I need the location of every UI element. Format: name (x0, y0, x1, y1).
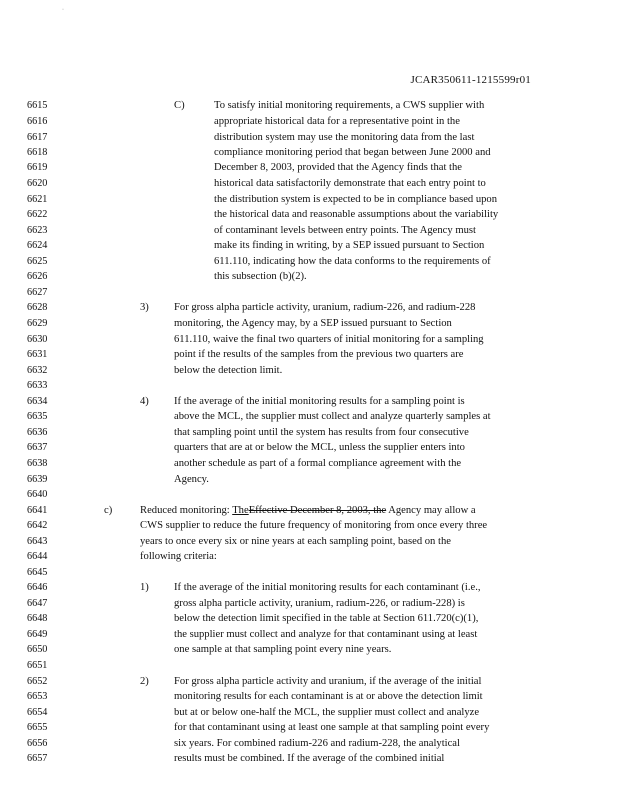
text-line: the distribution system is expected to be in compliance based upon (214, 194, 498, 205)
item-label: 1) (140, 582, 149, 593)
line-number: 6615 (27, 100, 48, 111)
line-number: 6653 (27, 691, 48, 702)
text-line: If the average of the initial monitoring results for each contaminant (i.e., (174, 582, 481, 593)
text-line: historical data satisfactorily demonstrate that each entry point to (214, 178, 486, 189)
item-label: 2) (140, 676, 149, 687)
text-line: 611.110, indicating how the data conforms to the requirements of (214, 256, 491, 267)
line-number: 6627 (27, 287, 48, 298)
text-line: years to once every six or nine years at each sampling point, based on the (140, 536, 451, 547)
line-number: 6622 (27, 209, 48, 220)
line-number: 6620 (27, 178, 48, 189)
line-number: 6656 (27, 738, 48, 749)
line-number: 6639 (27, 474, 48, 485)
item-label: c) (104, 505, 113, 516)
text-line: distribution system may use the monitoring data from the last (214, 132, 475, 143)
line-number: 6618 (27, 147, 48, 158)
text-line (140, 506, 476, 517)
text-line: but at or below one-half the MCL, the supplier must collect and analyze (174, 707, 480, 718)
text-line: For gross alpha particle activity and uranium, if the average of the initial (174, 676, 482, 687)
line-number: 6644 (27, 551, 48, 562)
text-line: For gross alpha particle activity, uranium, radium-226, and radium-228 (174, 302, 476, 313)
item-label: 4) (140, 396, 149, 407)
scan-mark: · (62, 7, 64, 13)
line-number: 6621 (27, 194, 48, 205)
text-line: for that contaminant using at least one sample at that sampling point every (174, 722, 490, 733)
text-line: quarters that are at or below the MCL, unless the supplier enters into (174, 442, 465, 453)
line-number: 6648 (27, 613, 48, 624)
text-line: monitoring, the Agency may, by a SEP issued pursuant to Section (174, 318, 452, 329)
line-number: 6643 (27, 536, 48, 547)
text-line: CWS supplier to reduce the future frequency of monitoring from once every three (140, 520, 488, 531)
line-number: 6646 (27, 582, 48, 593)
text-line: following criteria: (140, 551, 217, 562)
text-line: monitoring results for each contaminant is at or above the detection limit (174, 691, 483, 702)
line-number: 6619 (27, 162, 48, 173)
line-number: 6650 (27, 644, 48, 655)
text-line: below the detection limit specified in the table at Section 611.720(c)(1), (174, 613, 479, 624)
line-number: 6645 (27, 567, 48, 578)
text-line: the historical data and reasonable assumptions about the variability (214, 209, 499, 220)
line-number: 6637 (27, 442, 48, 453)
text-line: the supplier must collect and analyze for that contaminant using at least (174, 629, 478, 640)
text-line: point if the results of the samples from the previous two quarters are (174, 349, 464, 360)
line-number: 6649 (27, 629, 48, 640)
document-header: JCAR350611-1215599r01 (410, 74, 531, 86)
text-line: 611.110, waive the final two quarters of initial monitoring for a sampling (174, 334, 484, 345)
line-number: 6630 (27, 334, 48, 345)
line-number: 6623 (27, 225, 48, 236)
text-line: of contaminant levels between entry points. The Agency must (214, 225, 476, 236)
line-number: 6636 (27, 427, 48, 438)
text-line: six years. For combined radium-226 and radium-228, the analytical (174, 738, 460, 749)
line-number: 6652 (27, 676, 48, 687)
text-line: Agency. (174, 474, 209, 485)
line-number: 6657 (27, 753, 48, 764)
line-number: 6647 (27, 598, 48, 609)
text-line: make its finding in writing, by a SEP issued pursuant to Section (214, 240, 485, 251)
line-number: 6640 (27, 489, 48, 500)
line-number: 6616 (27, 116, 48, 127)
text-line: results must be combined. If the average of the combined initial (174, 753, 445, 764)
text-line: compliance monitoring period that began between June 2000 and (214, 147, 491, 158)
text-line: this subsection (b)(2). (214, 271, 307, 282)
line-number: 6625 (27, 256, 48, 267)
line-number: 6628 (27, 302, 48, 313)
line-number: 6633 (27, 380, 48, 391)
text-line: that sampling point until the system has results from four consecutive (174, 427, 469, 438)
item-label: C) (174, 100, 185, 111)
item-label: 3) (140, 302, 149, 313)
line-number: 6641 (27, 505, 48, 516)
line-number: 6635 (27, 411, 48, 422)
line-number: 6642 (27, 520, 48, 531)
line-number: 6655 (27, 722, 48, 733)
line-number: 6631 (27, 349, 48, 360)
text-line: one sample at that sampling point every nine years. (174, 644, 392, 655)
text-line: To satisfy initial monitoring requirements, a CWS supplier with (214, 100, 485, 111)
text-line: another schedule as part of a formal compliance agreement with the (174, 458, 462, 469)
text-line: below the detection limit. (174, 365, 283, 376)
struck-text: Effective December 8, 2003, the (248, 505, 387, 516)
text-run: Reduced monitoring: (140, 505, 233, 516)
text-line: December 8, 2003, provided that the Agency finds that the (214, 162, 463, 173)
text-line: If the average of the initial monitoring results for a sampling point is (174, 396, 465, 407)
text-run: Agency may allow a (386, 505, 476, 516)
inserted-text: The (232, 505, 249, 516)
line-number: 6654 (27, 707, 48, 718)
text-line: appropriate historical data for a representative point in the (214, 116, 460, 127)
line-number: 6651 (27, 660, 48, 671)
line-number: 6629 (27, 318, 48, 329)
line-number: 6638 (27, 458, 48, 469)
line-number: 6626 (27, 271, 48, 282)
text-line: gross alpha particle activity, uranium, radium-226, or radium-228) is (174, 598, 465, 609)
line-number: 6634 (27, 396, 48, 407)
line-number: 6624 (27, 240, 48, 251)
text-line: above the MCL, the supplier must collect and analyze quarterly samples at (174, 411, 491, 422)
line-number: 6617 (27, 132, 48, 143)
line-number: 6632 (27, 365, 48, 376)
